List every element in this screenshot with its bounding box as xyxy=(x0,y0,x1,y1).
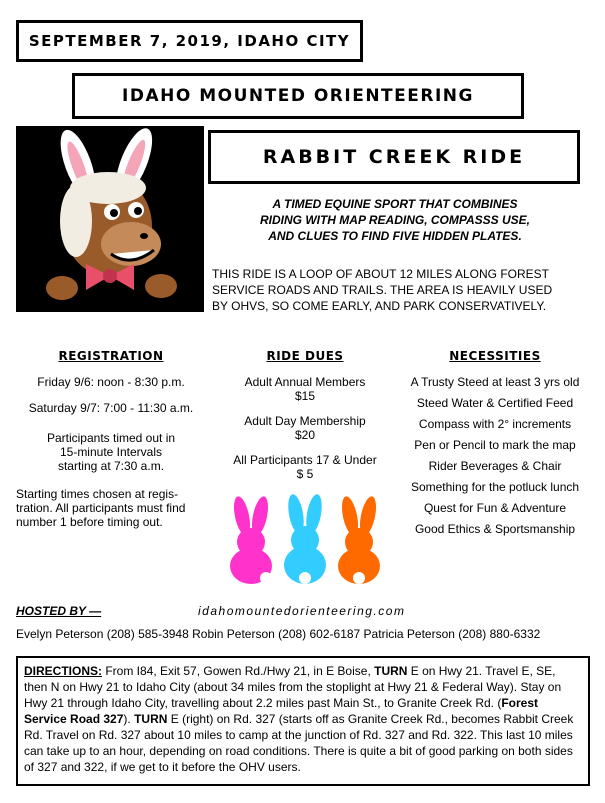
timed-line-2: 15-minute Intervals xyxy=(59,445,163,459)
necessity-item: Quest for Fun & Adventure xyxy=(423,501,567,515)
directions-text: E (right) on Rd. 327 (starts off as Granite Creek Rd., becomes Rabbit Creek Rd. Travel on Rd. 327 about 10 miles to camp at the junction of Rd. 327 and Rd. 322. This last 10 miles can take up to an hour, depending on road conditions. There is quite a bit of good parking on both sides of 327 and 322, if we get to it before the OHV users. xyxy=(24,712,574,774)
turn-keyword: TURN xyxy=(134,712,168,726)
necessities-list xyxy=(400,375,590,536)
bunnies-illustration xyxy=(224,494,389,586)
intro-line-1: THIS RIDE IS A LOOP OF ABOUT 12 MILES ALONG FOREST xyxy=(212,267,549,281)
timed-line-1: Participants timed out in xyxy=(46,431,176,445)
dues-item-price: $ 5 xyxy=(296,467,314,481)
directions-box xyxy=(16,656,590,786)
directions-text: ). xyxy=(123,712,135,726)
necessity-item: Compass with 2° increments xyxy=(418,417,572,431)
directions-label: DIRECTIONS: xyxy=(24,664,102,678)
directions-text: E on Hwy 21. Travel E, SE, then N on Hwy 21 to Idaho City (about 34 miles from the stoplight at Hwy 21 & Federal Way). Stay on Hwy 21 through Idaho City, travelling about 2.2 miles past Main St., to Granite Creek Rd. ( xyxy=(24,664,562,710)
registration-saturday: Saturday 9/7: 7:00 - 11:30 a.m. xyxy=(28,401,194,415)
timed-line-3: starting at 7:30 a.m. xyxy=(57,459,165,473)
forest-service-road: Forest Service Road 327 xyxy=(24,696,539,726)
necessities-section xyxy=(400,349,590,543)
ride-dues-section xyxy=(220,349,390,481)
intro-line-3: BY OHVS, SO COME EARLY, AND PARK CONSERVATIVELY. xyxy=(212,299,547,313)
intro-paragraph xyxy=(212,266,592,314)
dues-item xyxy=(220,375,390,403)
blue-bunny-icon xyxy=(284,494,326,584)
horse-mascot-icon xyxy=(16,126,204,312)
directions-text: From I84, Exit 57, Gowen Rd./Hwy 21, in E Boise, xyxy=(102,664,375,678)
necessity-item: Something for the potluck lunch xyxy=(410,480,580,494)
tagline xyxy=(210,196,580,244)
necessities-heading: NECESSITIES xyxy=(449,349,541,363)
intro-line-2: SERVICE ROADS AND TRAILS. THE AREA IS HEAVILY USED xyxy=(212,283,553,297)
tagline-line-1: A TIMED EQUINE SPORT THAT COMBINES xyxy=(272,197,518,211)
start-line-3: number 1 before timing out. xyxy=(16,515,163,529)
org-banner-text: IDAHO MOUNTED ORIENTEERING xyxy=(122,86,474,106)
necessity-item: Pen or Pencil to mark the map xyxy=(414,438,576,452)
tagline-line-3: AND CLUES TO FIND FIVE HIDDEN PLATES. xyxy=(268,229,522,243)
registration-friday: Friday 9/6: noon - 8:30 p.m. xyxy=(37,375,185,389)
hosted-by-label: HOSTED BY — xyxy=(16,604,102,618)
dues-item-label: Adult Day Membership xyxy=(244,414,366,428)
necessity-item: Steed Water & Certified Feed xyxy=(416,396,574,410)
host-contacts: Evelyn Peterson (208) 585-3948 Robin Peterson (208) 602-6187 Patricia Peterson (208) 880-6332 xyxy=(16,627,541,641)
registration-start-note xyxy=(16,487,206,529)
registration-heading: REGISTRATION xyxy=(58,349,164,363)
dues-item-price: $20 xyxy=(294,428,316,442)
start-line-2: tration. All participants must find xyxy=(16,501,186,515)
pink-bunny-icon xyxy=(230,495,272,584)
orange-bunny-icon xyxy=(338,495,380,584)
tagline-line-2: RIDING WITH MAP READING, COMPASSS USE, xyxy=(259,213,530,227)
ride-title-banner xyxy=(208,130,580,184)
dues-item xyxy=(220,453,390,481)
date-banner-text: SEPTEMBER 7, 2019, IDAHO CITY xyxy=(28,32,351,50)
registration-timed-note xyxy=(16,431,206,473)
start-line-1: Starting times chosen at regis- xyxy=(16,487,179,501)
website-link[interactable]: idahomountedorienteering.com xyxy=(198,604,406,618)
org-banner xyxy=(72,73,524,119)
dues-item-price: $15 xyxy=(294,389,316,403)
necessity-item: A Trusty Steed at least 3 yrs old xyxy=(410,375,580,389)
ride-title-text: RABBIT CREEK RIDE xyxy=(262,146,526,168)
necessity-item: Rider Beverages & Chair xyxy=(428,459,562,473)
dues-item-label: All Participants 17 & Under xyxy=(233,453,377,467)
dues-item xyxy=(220,414,390,442)
turn-keyword: TURN xyxy=(374,664,408,678)
ride-dues-heading: RIDE DUES xyxy=(266,349,344,363)
necessity-item: Good Ethics & Sportsmanship xyxy=(414,522,576,536)
dues-item-label: Adult Annual Members xyxy=(244,375,366,389)
horse-mascot-image xyxy=(16,126,204,312)
date-banner xyxy=(16,20,363,62)
registration-section xyxy=(16,349,206,529)
